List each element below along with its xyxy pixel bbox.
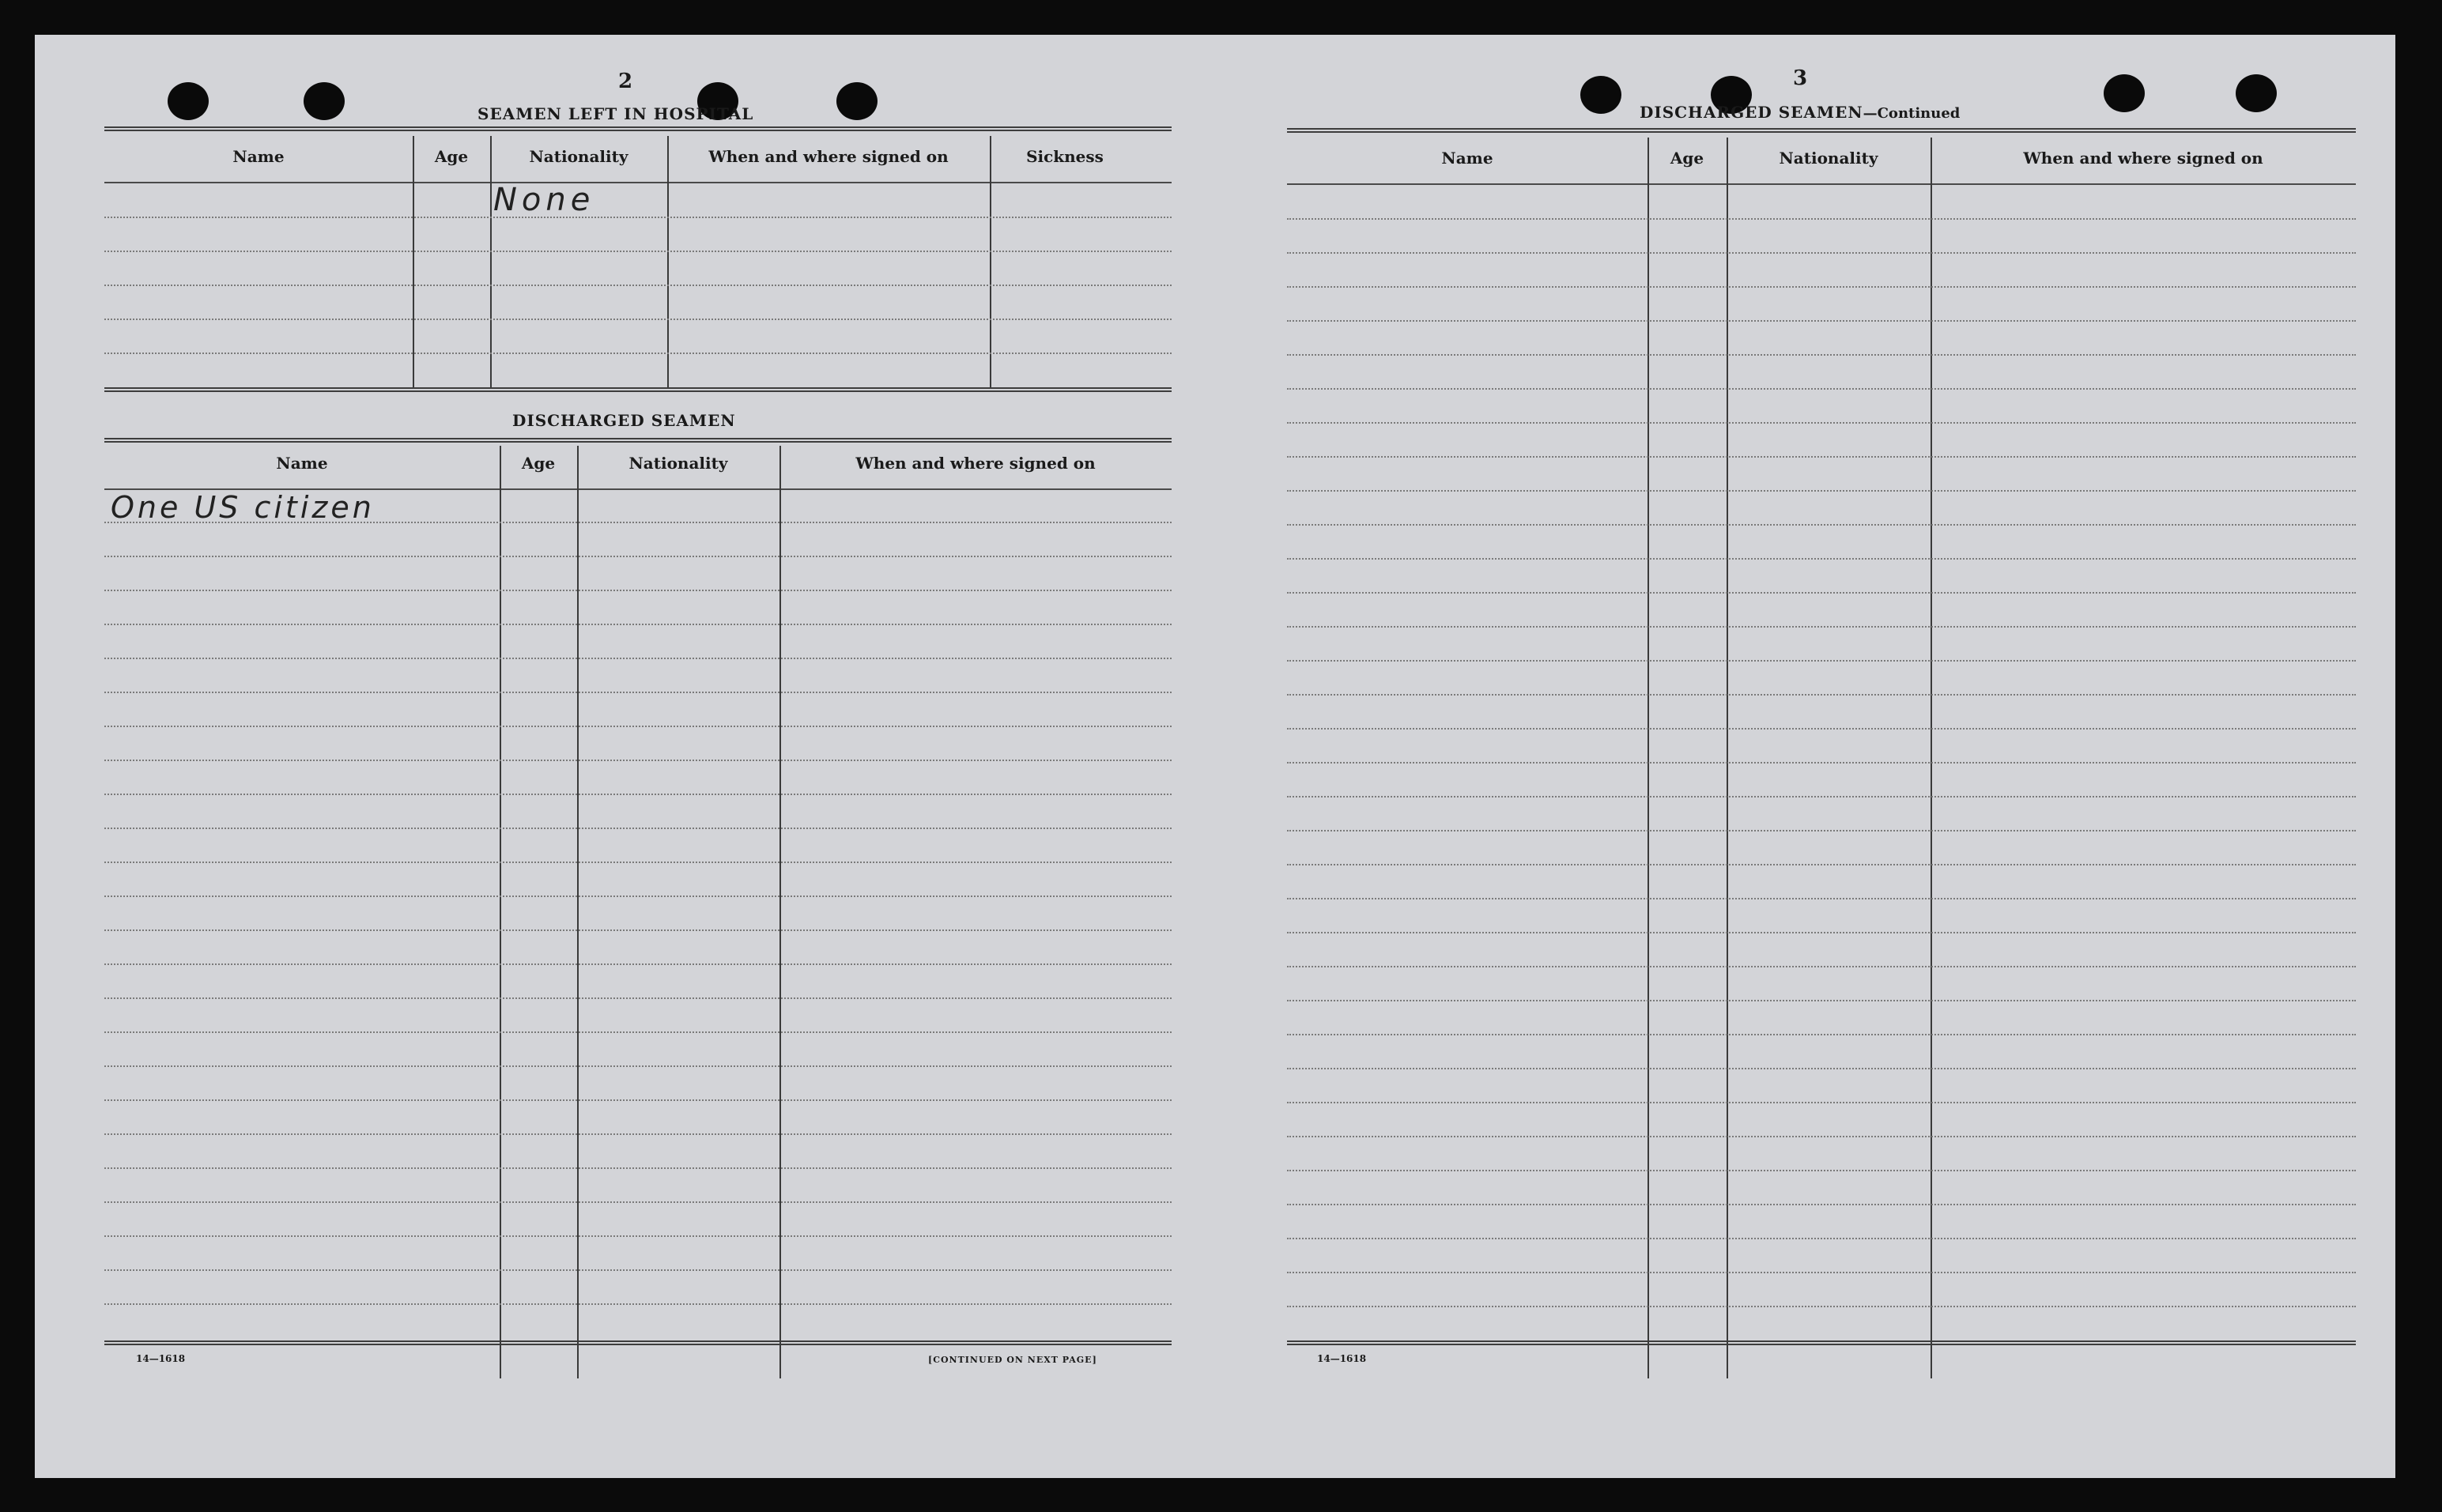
discharged-col-nationality: Nationality xyxy=(628,454,728,473)
hospital-col-divider xyxy=(990,136,991,389)
hospital-col-sickness: Sickness xyxy=(1026,147,1104,166)
row-line xyxy=(104,760,1172,761)
row-line xyxy=(1287,1272,2356,1273)
row-line xyxy=(104,1269,1172,1271)
punch-hole xyxy=(1580,76,1621,114)
row-line xyxy=(104,624,1172,625)
row-line xyxy=(1287,1000,2356,1001)
right-top-rule xyxy=(1287,128,2356,133)
punch-hole xyxy=(2236,74,2277,112)
discharged-col-divider xyxy=(577,446,579,1378)
row-line xyxy=(1287,456,2356,458)
discharged-col-divider xyxy=(500,446,501,1378)
hospital-row-line xyxy=(104,353,1172,354)
right-header-rule xyxy=(1287,183,2356,185)
punch-hole xyxy=(836,82,878,120)
row-line xyxy=(1287,286,2356,288)
left-page-number: 2 xyxy=(618,70,633,93)
row-line xyxy=(1287,388,2356,390)
row-line xyxy=(1287,626,2356,628)
hospital-section-title: SEAMEN LEFT IN HOSPITAL xyxy=(477,104,754,123)
row-line xyxy=(1287,490,2356,492)
row-line xyxy=(104,1031,1172,1033)
right-col-signed-on: When and where signed on xyxy=(2023,149,2263,168)
hospital-header-rule xyxy=(104,182,1172,183)
row-line xyxy=(104,997,1172,999)
row-line xyxy=(104,862,1172,863)
hospital-top-rule xyxy=(104,126,1172,131)
right-form-number: 14—1618 xyxy=(1317,1353,1367,1364)
row-line xyxy=(1287,524,2356,526)
punch-hole xyxy=(168,82,209,120)
row-line xyxy=(104,1133,1172,1135)
discharged-section-title: DISCHARGED SEAMEN xyxy=(512,411,736,430)
row-line xyxy=(104,794,1172,795)
hospital-handwritten-entry: None xyxy=(493,182,595,218)
row-line xyxy=(104,692,1172,693)
row-line xyxy=(104,556,1172,557)
punch-hole xyxy=(304,82,345,120)
right-section-title xyxy=(1640,103,1960,122)
punch-hole xyxy=(2104,74,2145,112)
discharged-col-age: Age xyxy=(521,454,556,473)
right-bottom-rule xyxy=(1287,1340,2356,1345)
row-line xyxy=(104,828,1172,829)
continued-note: [CONTINUED ON NEXT PAGE] xyxy=(928,1355,1097,1365)
row-line xyxy=(104,929,1172,931)
discharged-top-rule xyxy=(104,438,1172,443)
row-line xyxy=(104,1303,1172,1305)
row-line xyxy=(1287,762,2356,764)
row-line xyxy=(104,1235,1172,1237)
row-line xyxy=(104,963,1172,965)
right-col-divider xyxy=(1931,138,1932,1378)
hospital-col-divider xyxy=(490,136,492,389)
right-section-title-main: DISCHARGED SEAMEN xyxy=(1640,103,1863,122)
right-col-divider xyxy=(1727,138,1728,1378)
row-line xyxy=(1287,1102,2356,1103)
row-line xyxy=(1287,354,2356,356)
discharged-col-name: Name xyxy=(276,454,328,473)
discharged-handwritten-entry: One US citizen xyxy=(111,490,375,525)
right-col-nationality: Nationality xyxy=(1779,149,1878,168)
row-line xyxy=(1287,830,2356,831)
right-col-divider xyxy=(1648,138,1649,1378)
row-line xyxy=(1287,422,2356,424)
row-line xyxy=(104,1065,1172,1067)
row-line xyxy=(1287,558,2356,560)
row-line xyxy=(1287,218,2356,220)
right-col-age: Age xyxy=(1670,149,1704,168)
row-line xyxy=(104,590,1172,591)
row-line xyxy=(1287,1170,2356,1171)
right-section-title-continued: —Continued xyxy=(1863,105,1961,122)
document-sheet xyxy=(35,35,2395,1478)
row-line xyxy=(104,658,1172,659)
row-line xyxy=(1287,1034,2356,1035)
right-page-number: 3 xyxy=(1793,66,1808,90)
row-line xyxy=(1287,592,2356,594)
row-line xyxy=(1287,796,2356,797)
row-line xyxy=(1287,1068,2356,1069)
row-line xyxy=(1287,898,2356,899)
row-line xyxy=(1287,1306,2356,1307)
hospital-row-line xyxy=(104,285,1172,286)
row-line xyxy=(1287,660,2356,662)
row-line xyxy=(1287,694,2356,696)
right-col-name: Name xyxy=(1441,149,1493,168)
row-line xyxy=(1287,932,2356,933)
row-line xyxy=(104,726,1172,727)
discharged-col-divider xyxy=(779,446,781,1378)
hospital-col-divider xyxy=(413,136,414,389)
row-line xyxy=(1287,966,2356,967)
hospital-row-line xyxy=(104,319,1172,320)
left-bottom-rule xyxy=(104,1340,1172,1345)
hospital-bottom-rule xyxy=(104,387,1172,392)
row-line xyxy=(1287,728,2356,730)
hospital-col-signed-on: When and where signed on xyxy=(708,147,949,166)
discharged-col-signed-on: When and where signed on xyxy=(855,454,1096,473)
row-line xyxy=(104,1099,1172,1101)
row-line xyxy=(104,1167,1172,1169)
hospital-col-age: Age xyxy=(434,147,469,166)
row-line xyxy=(1287,1238,2356,1239)
hospital-row-line xyxy=(104,217,1172,218)
hospital-row-line xyxy=(104,251,1172,252)
left-form-number: 14—1618 xyxy=(136,1353,186,1364)
row-line xyxy=(1287,1204,2356,1205)
row-line xyxy=(1287,1136,2356,1137)
row-line xyxy=(104,896,1172,897)
row-line xyxy=(1287,864,2356,865)
hospital-col-name: Name xyxy=(232,147,285,166)
row-line xyxy=(1287,252,2356,254)
row-line xyxy=(1287,320,2356,322)
row-line xyxy=(104,1201,1172,1203)
hospital-col-nationality: Nationality xyxy=(529,147,628,166)
hospital-col-divider xyxy=(667,136,669,389)
